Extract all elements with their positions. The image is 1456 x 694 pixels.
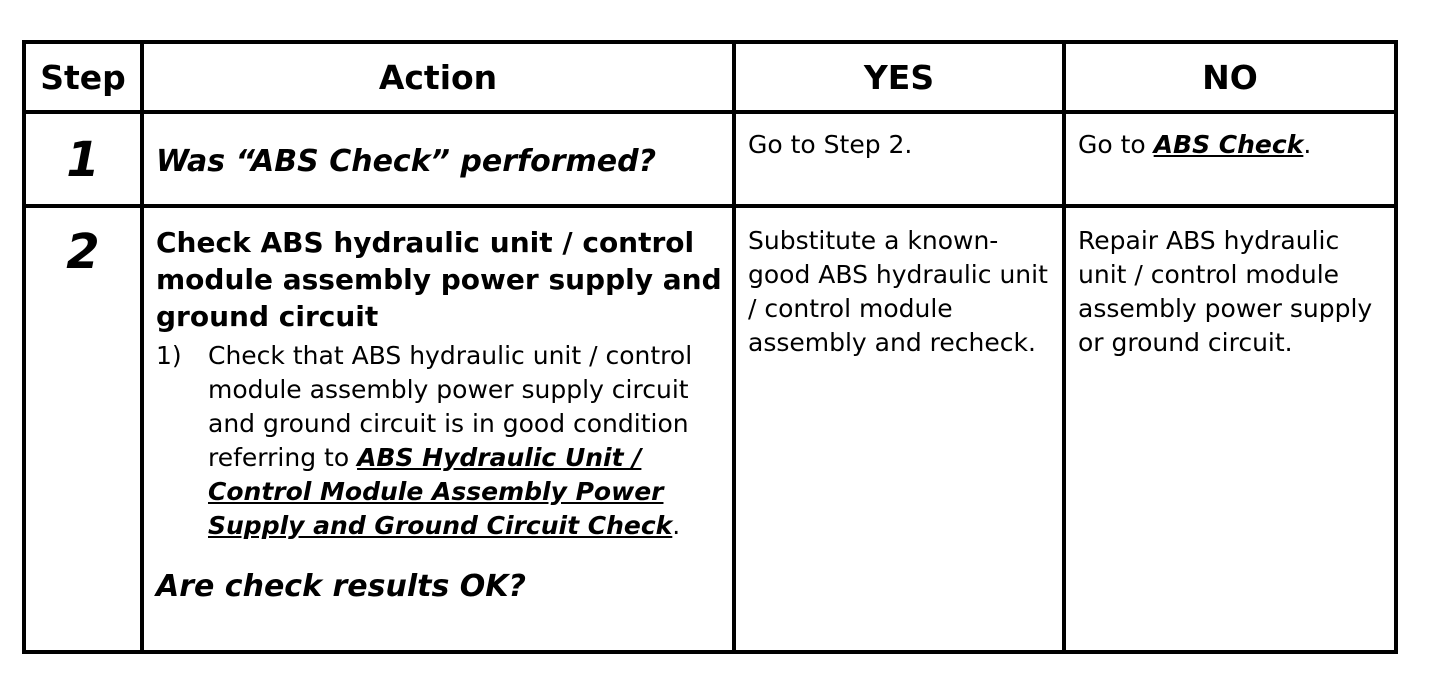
yes-cell xyxy=(734,206,1064,652)
yes-result: Substitute a known-good ABS hydraulic unit / control module assembly and recheck. xyxy=(748,226,1048,357)
yes-cell xyxy=(734,112,1064,206)
diagnostic-table xyxy=(22,40,1398,654)
list-item-number: 1) xyxy=(156,341,182,370)
table-row xyxy=(24,206,1396,652)
action-question: Was “ABS Check” performed? xyxy=(156,144,656,179)
action-title: Check ABS hydraulic unit / control module assembly power supply and ground circuit xyxy=(156,226,722,333)
list-item-body: Check that ABS hydraulic unit / control module assembly power supply circuit and ground circuit is in good condition referring to xyxy=(208,341,693,472)
action-cell xyxy=(142,112,734,206)
no-result-prefix: Go to xyxy=(1078,130,1154,159)
yes-result: Go to Step 2. xyxy=(748,130,913,159)
no-result xyxy=(1066,114,1394,162)
action-cell xyxy=(142,206,734,652)
step-number: 2 xyxy=(66,224,100,280)
no-cell xyxy=(1064,206,1396,652)
header-action: Action xyxy=(142,42,734,112)
header-no: NO xyxy=(1064,42,1396,112)
header-step: Step xyxy=(24,42,142,112)
step-cell xyxy=(24,112,142,206)
no-result-suffix: . xyxy=(1303,130,1312,159)
header-row xyxy=(24,42,1396,112)
power-supply-check-link[interactable]: ABS Hydraulic Unit / Control Module Assembly Power Supply and Ground Circuit Check xyxy=(208,443,673,540)
list-item xyxy=(156,339,722,543)
list-item-text xyxy=(208,339,722,543)
action-list xyxy=(144,339,732,543)
action-question: Are check results OK? xyxy=(156,569,526,604)
table-row xyxy=(24,112,1396,206)
step-cell xyxy=(24,206,142,652)
no-result: Repair ABS hydraulic unit / control module assembly power supply or ground circuit. xyxy=(1078,226,1373,357)
step-number: 1 xyxy=(66,132,100,188)
abs-check-link[interactable]: ABS Check xyxy=(1153,130,1304,159)
header-yes: YES xyxy=(734,42,1064,112)
list-item-suffix: . xyxy=(672,511,681,540)
no-cell xyxy=(1064,112,1396,206)
